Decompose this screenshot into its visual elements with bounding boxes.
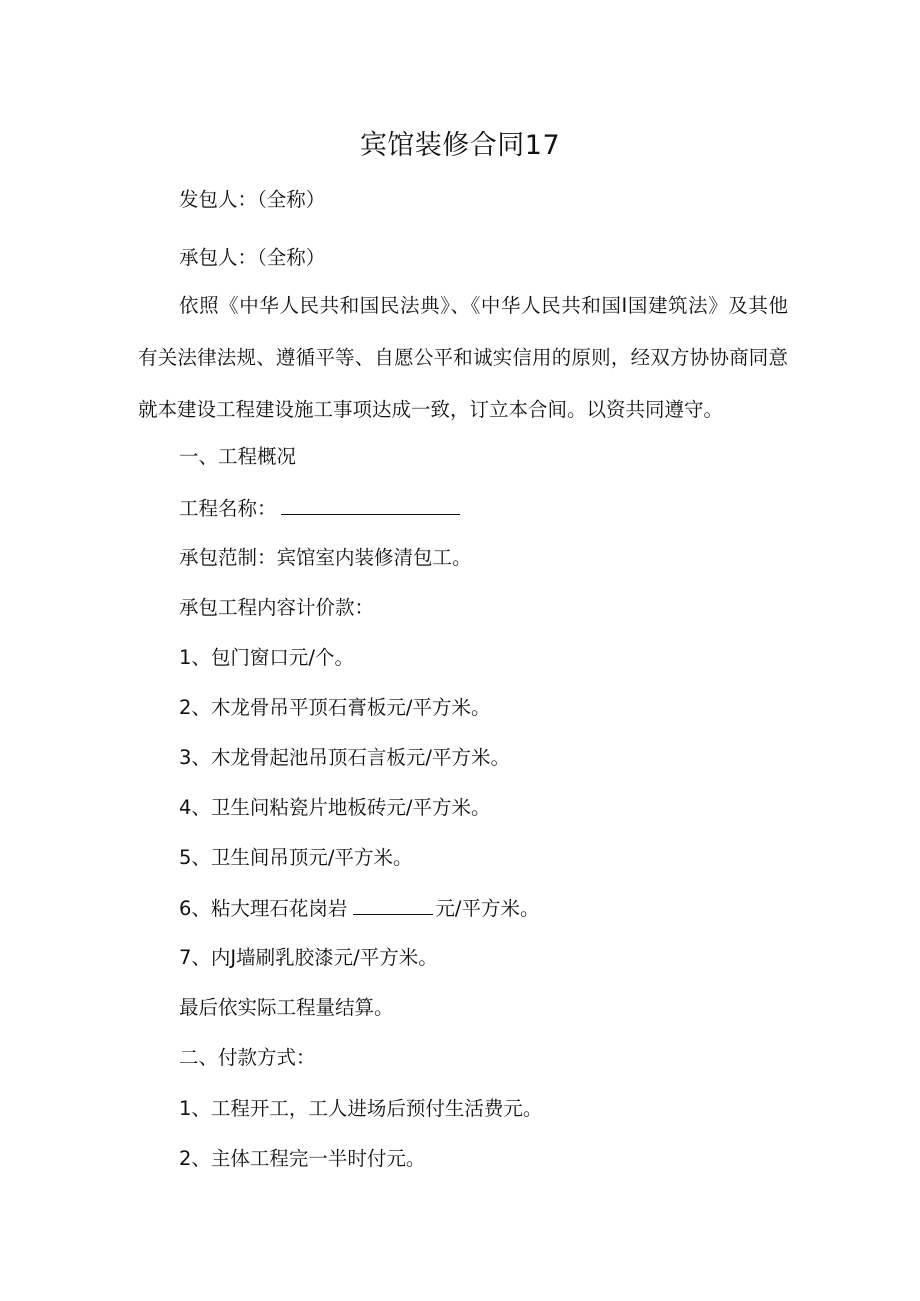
item6-prefix: 6、粘大理石花岗岩 (179, 897, 348, 920)
project-name-label: 工程名称： (179, 497, 277, 520)
payment-item: 2、主体工程完一半时付元。 (179, 1147, 426, 1170)
project-name-blank (281, 494, 460, 515)
item6-suffix: 元/平方米。 (435, 897, 540, 920)
list-item: 1、包门窗口元/个。 (179, 646, 354, 669)
scope-line: 承包范制：宾馆室内装修清包工。 (179, 546, 472, 569)
list-item-6 (179, 894, 540, 923)
list-item: 4、卫生问粘瓷片地板砖元/平方米。 (179, 796, 491, 819)
section1-heading: 一、工程概况 (179, 445, 297, 468)
document-title: 宾馆装修合同17 (359, 130, 561, 161)
payment-item: 1、工程开工，工人进场后预付生活费元。 (179, 1097, 543, 1120)
settlement-line: 最后依实际工程量结算。 (179, 996, 394, 1019)
party-a-line: 发包人：（全称） (179, 188, 326, 211)
party-b-line: 承包人：（全称） (179, 246, 326, 269)
list-item: 2、木龙骨吊平顶石膏板元/平方米。 (179, 696, 491, 719)
pricing-intro-line: 承包工程内容计价款： (179, 596, 375, 619)
project-name-line (179, 494, 460, 523)
section2-heading: 二、付款方式： (179, 1046, 316, 1069)
list-item-7: 7、内J墙刷乳胶漆元/平方米。 (179, 946, 438, 969)
list-item: 5、卫生间吊顶元/平方米。 (179, 846, 413, 869)
list-item: 3、木龙骨起池吊顶石言板元/平方米。 (179, 746, 510, 769)
preamble-paragraph: 依照《中华人民共和国民法典》、《中华人民共和国I国建筑法》及其他有关法律法规、遵循平等、自愿公平和诚实信用的原则，经双方协协商同意就本建设工程建设施工事项达成一致，订立本合间。以资共同遵守。 (138, 294, 788, 421)
item6-blank (353, 894, 433, 915)
